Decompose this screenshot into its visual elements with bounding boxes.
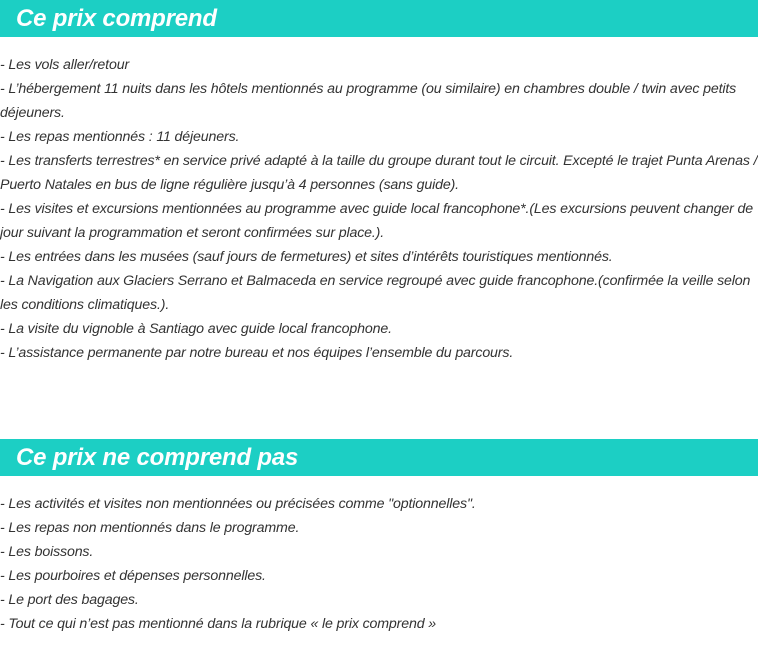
- included-section-title: Ce prix comprend: [0, 0, 758, 37]
- included-item: - La Navigation aux Glaciers Serrano et Balmaceda en service regroupé avec guide francophone.(confirmée la veille selon les conditions climatiques.).: [0, 273, 751, 313]
- included-items-list: [0, 53, 758, 365]
- included-item: - Les transferts terrestres* en service privé adapté à la taille du groupe durant tout le circuit. Excepté le trajet Punta Arenas / Puerto Natales en bus de ligne régulière jusqu’à 4 personnes (sans guide).: [0, 153, 758, 193]
- excluded-item: - Tout ce qui n’est pas mentionné dans la rubrique « le prix comprend »: [0, 616, 436, 632]
- excluded-items-list: [0, 492, 758, 636]
- included-item: - L’hébergement 11 nuits dans les hôtels mentionnés au programme (ou similaire) en chambres double / twin avec petits déjeuners.: [0, 81, 737, 121]
- excluded-section-title: Ce prix ne comprend pas: [0, 439, 758, 476]
- excluded-item: - Les repas non mentionnés dans le programme.: [0, 520, 300, 536]
- excluded-item: - Le port des bagages.: [0, 592, 139, 608]
- included-item: - Les vols aller/retour: [0, 57, 130, 73]
- excluded-item: - Les activités et visites non mentionnées ou précisées comme "optionnelles".: [0, 496, 476, 512]
- included-item: - Les visites et excursions mentionnées au programme avec guide local francophone*.(Les excursions peuvent changer de jour suivant la programmation et seront confirmées sur place.).: [0, 201, 753, 241]
- included-item: - L’assistance permanente par notre bureau et nos équipes l’ensemble du parcours.: [0, 345, 514, 361]
- included-item: - Les entrées dans les musées (sauf jours de fermetures) et sites d’intérêts touristiques mentionnés.: [0, 249, 613, 265]
- included-item: - Les repas mentionnés : 11 déjeuners.: [0, 129, 240, 145]
- excluded-item: - Les boissons.: [0, 544, 94, 560]
- included-item: - La visite du vignoble à Santiago avec guide local francophone.: [0, 321, 392, 337]
- excluded-item: - Les pourboires et dépenses personnelles.: [0, 568, 266, 584]
